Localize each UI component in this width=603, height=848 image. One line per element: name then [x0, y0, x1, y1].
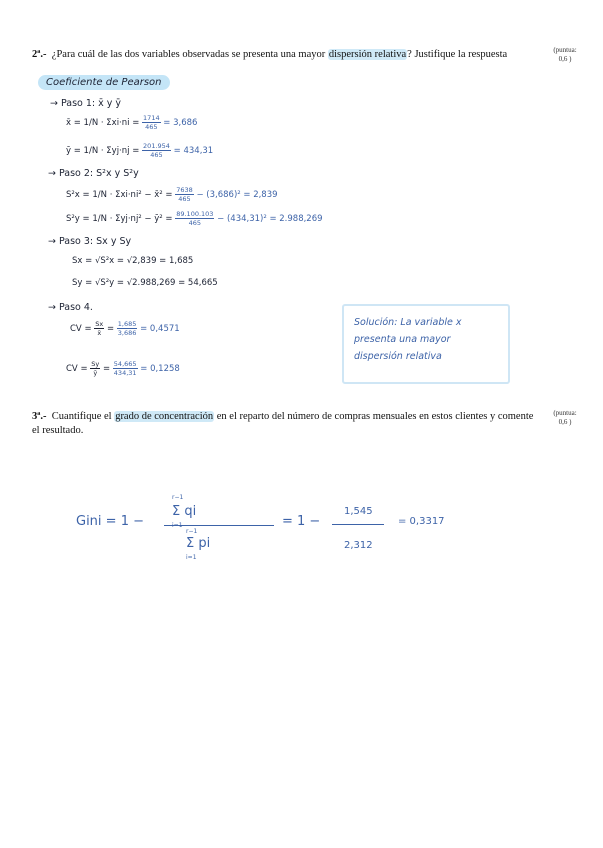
points-value: 0,6 )	[558, 55, 572, 63]
points-label	[545, 409, 585, 427]
gini-fraction-bar	[164, 525, 274, 526]
points-line: (puntua:	[553, 46, 577, 54]
gini-mid: = 1 −	[282, 514, 321, 529]
gini-num-sum: Σ qi	[172, 504, 197, 519]
step-3-label: → Paso 3: Sx y Sy	[48, 236, 132, 247]
gini-lhs: Gini = 1 −	[76, 514, 144, 529]
gini-result: = 0,3317	[398, 516, 445, 527]
highlight-dispersion: dispersión relativa	[328, 49, 407, 60]
step-4-label: → Paso 4.	[48, 302, 93, 313]
points-label	[545, 46, 585, 64]
question-3	[32, 410, 537, 438]
sx2-equation: S²x = 1/N · Σxi·ni² − x̄² = $\frac{7638}{465}$ − (3,686)² = 2,839	[66, 186, 278, 203]
points-line: (puntua:	[553, 409, 577, 417]
gini-den-limit-bot: i=1	[186, 554, 197, 561]
gini-den-limit-top: r−1	[186, 528, 198, 535]
step-1-label: → Paso 1: x̄ y ȳ	[50, 98, 122, 109]
highlight-concentration: grado de concentración	[115, 411, 214, 422]
gini-val-den: 2,312	[344, 540, 373, 551]
question-text-end: en el reparto del número de compras mensuales en estos clientes y comente el resultado.	[32, 411, 534, 436]
sx-equation: Sx = √S²x = √2,839 = 1,685	[72, 256, 194, 266]
step-2-label: → Paso 2: S²x y S²y	[48, 168, 139, 179]
question-2	[32, 48, 542, 62]
solution-text: Solución: La variable x presenta una mayor dispersión relativa	[354, 317, 462, 362]
ybar-equation: ȳ = 1/N · Σyj·nj = $\frac{201.954}{465}$ = 434,31	[66, 142, 214, 159]
gini-val-num: 1,545	[344, 506, 373, 517]
xbar-equation: x̄ = 1/N · Σxi·ni = $\frac{1714}{465}$ = 3,686	[66, 114, 198, 131]
question-text-end: ? Justifique la respuesta	[407, 49, 508, 60]
question-number: 2ª.-	[32, 49, 47, 60]
cvy-equation: CV = $\frac{Sy}{ȳ}$ = $\frac{54,665}{434,31}$ = 0,1258	[66, 360, 180, 377]
solution-box	[342, 304, 510, 384]
question-text: Cuantifique el	[51, 411, 115, 422]
method-title: Coeficiente de Pearson	[38, 72, 170, 90]
gini-num-limit-top: r−1	[172, 494, 184, 501]
gini-val-bar	[332, 524, 384, 525]
gini-den-sum: Σ pi	[186, 536, 211, 551]
points-value: 0,6 )	[558, 418, 572, 426]
cvx-equation: CV = $\frac{Sx}{x̄}$ = $\frac{1,685}{3,686}$ = 0,4571	[70, 320, 180, 337]
sy-equation: Sy = √S²y = √2.988,269 = 54,665	[72, 278, 218, 288]
question-text: ¿Para cuál de las dos variables observadas se presenta una mayor	[51, 49, 328, 60]
sy2-equation: S²y = 1/N · Σyj·nj² − ȳ² = $\frac{89.100.103}{465}$ − (434,31)² = 2.988,269	[66, 210, 323, 227]
question-number: 3ª.-	[32, 411, 47, 422]
